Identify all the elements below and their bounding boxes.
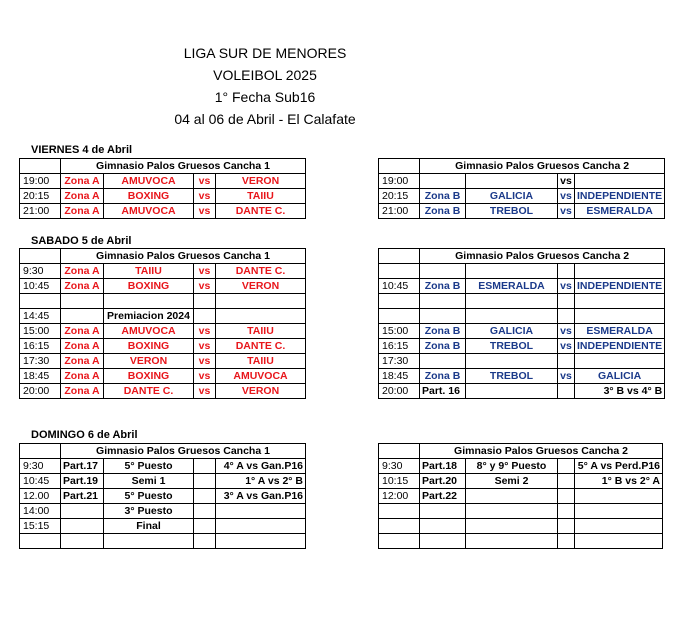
vs-label: vs (194, 189, 216, 204)
match-zone (61, 519, 104, 534)
match-zone: Zona B (420, 324, 466, 339)
match-zone (61, 504, 104, 519)
table-row (379, 519, 663, 534)
court-title: Gimnasio Palos Gruesos Cancha 2 (420, 249, 665, 264)
match-time: 21:00 (379, 204, 420, 219)
match-time: 20:00 (20, 384, 61, 399)
vs-label (558, 474, 575, 489)
match-zone: Zona A (61, 279, 104, 294)
table-row (379, 354, 665, 369)
match-time (20, 534, 61, 549)
team-away (575, 174, 665, 189)
team-home: BOXING (104, 339, 194, 354)
vs-label: vs (558, 339, 575, 354)
match-time: 9:30 (379, 459, 420, 474)
schedule-table-left (19, 443, 306, 549)
team-away: 1° B vs 2° A (575, 474, 663, 489)
vs-label: vs (194, 354, 216, 369)
team-away (575, 504, 663, 519)
vs-label (194, 489, 216, 504)
vs-label (558, 309, 575, 324)
court-title: Gimnasio Palos Gruesos Cancha 1 (61, 159, 306, 174)
match-zone: Part. 16 (420, 384, 466, 399)
team-away: 3° A vs Gan.P16 (216, 489, 306, 504)
team-away (575, 489, 663, 504)
title-line-4: 04 al 06 de Abril - El Calafate (174, 111, 356, 127)
match-zone: Zona A (61, 189, 104, 204)
match-zone: Zona A (61, 324, 104, 339)
match-time: 18:45 (20, 369, 61, 384)
match-zone (61, 309, 104, 324)
vs-label: vs (558, 174, 575, 189)
table-row (379, 264, 665, 279)
title-line-3: 1° Fecha Sub16 (214, 89, 316, 105)
day-label: DOMINGO 6 de Abril (31, 429, 138, 441)
match-time: 20:15 (20, 189, 61, 204)
match-time: 19:00 (20, 174, 61, 189)
table-row (379, 489, 663, 504)
match-time (379, 294, 420, 309)
team-away: ESMERALDA (575, 204, 665, 219)
table-row (20, 294, 306, 309)
team-home: TREBOL (466, 204, 558, 219)
table-row (379, 309, 665, 324)
match-time: 20:15 (379, 189, 420, 204)
team-home: 5° Puesto (104, 459, 194, 474)
team-home: Premiacion 2024 (104, 309, 194, 324)
table-row (379, 534, 663, 549)
schedule-table-right (378, 443, 663, 549)
table-row (379, 369, 665, 384)
match-zone: Zona A (61, 264, 104, 279)
team-away: VERON (216, 279, 306, 294)
match-time (379, 519, 420, 534)
team-home: 3° Puesto (104, 504, 194, 519)
team-home: VERON (104, 354, 194, 369)
match-time: 16:15 (379, 339, 420, 354)
team-away (216, 294, 306, 309)
court-title: Gimnasio Palos Gruesos Cancha 1 (61, 249, 306, 264)
team-away: VERON (216, 384, 306, 399)
team-away: 5° A vs Perd.P16 (575, 459, 663, 474)
match-zone (420, 294, 466, 309)
match-zone: Zona A (61, 384, 104, 399)
title-line-1: LIGA SUR DE MENORES (183, 45, 347, 61)
table-row (20, 279, 306, 294)
schedule-table-left (19, 158, 306, 219)
match-zone (420, 309, 466, 324)
match-time: 16:15 (20, 339, 61, 354)
match-zone (61, 534, 104, 549)
team-away: GALICIA (575, 369, 665, 384)
team-home (466, 354, 558, 369)
match-time: 12.00 (20, 489, 61, 504)
team-home (466, 384, 558, 399)
table-row (379, 174, 665, 189)
team-home: ESMERALDA (466, 279, 558, 294)
match-zone: Zona B (420, 279, 466, 294)
team-away: ESMERALDA (575, 324, 665, 339)
match-zone: Zona B (420, 204, 466, 219)
court-title: Gimnasio Palos Gruesos Cancha 1 (61, 444, 306, 459)
team-away: TAIIU (216, 324, 306, 339)
table-row (20, 504, 306, 519)
vs-label: vs (194, 279, 216, 294)
team-home: BOXING (104, 369, 194, 384)
match-time: 21:00 (20, 204, 61, 219)
match-zone: Zona A (61, 339, 104, 354)
match-time (379, 309, 420, 324)
vs-label (558, 294, 575, 309)
team-home (466, 519, 558, 534)
team-home (466, 174, 558, 189)
table-row (20, 534, 306, 549)
team-away (575, 519, 663, 534)
team-away (575, 354, 665, 369)
team-away (575, 294, 665, 309)
match-time: 17:30 (379, 354, 420, 369)
match-zone: Part.21 (61, 489, 104, 504)
vs-label: vs (558, 324, 575, 339)
team-home (466, 534, 558, 549)
match-time: 15:00 (379, 324, 420, 339)
day-label: VIERNES 4 de Abril (31, 144, 133, 156)
match-zone (420, 519, 466, 534)
team-home: Semi 2 (466, 474, 558, 489)
team-home: AMUVOCA (104, 204, 194, 219)
match-zone (420, 354, 466, 369)
team-away: 3° B vs 4° B (575, 384, 665, 399)
vs-label (194, 504, 216, 519)
vs-label (194, 459, 216, 474)
team-home: 8° y 9° Puesto (466, 459, 558, 474)
table-row (20, 384, 306, 399)
match-zone: Zona A (61, 354, 104, 369)
match-zone: Part.17 (61, 459, 104, 474)
table-row (379, 504, 663, 519)
team-away: INDEPENDIENTE (575, 339, 665, 354)
team-away: INDEPENDIENTE (575, 189, 665, 204)
team-home: TREBOL (466, 369, 558, 384)
team-away (575, 309, 665, 324)
match-time: 17:30 (20, 354, 61, 369)
table-row (379, 279, 665, 294)
vs-label (194, 474, 216, 489)
vs-label (558, 489, 575, 504)
match-time (379, 534, 420, 549)
schedule-table-right (378, 158, 665, 219)
match-zone: Part.20 (420, 474, 466, 489)
table-row (20, 324, 306, 339)
team-home: TAIIU (104, 264, 194, 279)
match-zone: Part.22 (420, 489, 466, 504)
team-away: DANTE C. (216, 339, 306, 354)
match-time: 10:15 (379, 474, 420, 489)
team-home: AMUVOCA (104, 174, 194, 189)
match-time: 9:30 (20, 264, 61, 279)
vs-label: vs (558, 369, 575, 384)
match-zone (61, 294, 104, 309)
vs-label: vs (194, 204, 216, 219)
table-row (379, 339, 665, 354)
team-home (466, 309, 558, 324)
vs-label: vs (194, 264, 216, 279)
table-row (20, 369, 306, 384)
team-away: 4° A vs Gan.P16 (216, 459, 306, 474)
team-home: BOXING (104, 189, 194, 204)
vs-label (558, 534, 575, 549)
schedule-table-right (378, 248, 665, 399)
table-row (20, 264, 306, 279)
match-zone (420, 264, 466, 279)
team-home: Final (104, 519, 194, 534)
team-away: VERON (216, 174, 306, 189)
court-title: Gimnasio Palos Gruesos Cancha 2 (420, 444, 663, 459)
match-time: 15:00 (20, 324, 61, 339)
table-row (379, 189, 665, 204)
vs-label (558, 519, 575, 534)
match-time: 20:00 (379, 384, 420, 399)
schedule-table-left (19, 248, 306, 399)
vs-label: vs (194, 339, 216, 354)
team-away (575, 534, 663, 549)
team-home: Semi 1 (104, 474, 194, 489)
team-away (216, 534, 306, 549)
team-home (466, 489, 558, 504)
match-time: 10:45 (20, 474, 61, 489)
vs-label (194, 309, 216, 324)
team-home: AMUVOCA (104, 324, 194, 339)
match-time: 9:30 (20, 459, 61, 474)
vs-label: vs (558, 189, 575, 204)
match-time (379, 264, 420, 279)
table-row (20, 459, 306, 474)
table-row (20, 519, 306, 534)
team-away: INDEPENDIENTE (575, 279, 665, 294)
team-away: AMUVOCA (216, 369, 306, 384)
team-home (104, 294, 194, 309)
match-zone: Zona A (61, 174, 104, 189)
match-zone: Zona B (420, 339, 466, 354)
match-zone: Part.18 (420, 459, 466, 474)
team-home (466, 504, 558, 519)
team-away (575, 264, 665, 279)
table-row (20, 489, 306, 504)
team-away: TAIIU (216, 189, 306, 204)
match-time: 14:00 (20, 504, 61, 519)
vs-label (194, 534, 216, 549)
team-home: GALICIA (466, 324, 558, 339)
team-away (216, 519, 306, 534)
match-zone: Zona A (61, 369, 104, 384)
match-time (20, 294, 61, 309)
title-line-2: VOLEIBOL 2025 (213, 67, 317, 83)
team-home (466, 264, 558, 279)
table-row (379, 474, 663, 489)
table-row (379, 384, 665, 399)
match-time: 10:45 (379, 279, 420, 294)
table-row (379, 204, 665, 219)
match-time: 15:15 (20, 519, 61, 534)
team-home: 5° Puesto (104, 489, 194, 504)
vs-label (194, 294, 216, 309)
team-home (466, 294, 558, 309)
vs-label (558, 354, 575, 369)
table-row (20, 204, 306, 219)
vs-label: vs (558, 279, 575, 294)
vs-label (558, 264, 575, 279)
vs-label: vs (194, 369, 216, 384)
vs-label (558, 504, 575, 519)
team-away: DANTE C. (216, 264, 306, 279)
day-label: SABADO 5 de Abril (31, 235, 132, 247)
match-time (379, 504, 420, 519)
vs-label: vs (194, 384, 216, 399)
team-away: 1° A vs 2° B (216, 474, 306, 489)
table-row (20, 339, 306, 354)
table-row (379, 294, 665, 309)
vs-label: vs (558, 204, 575, 219)
team-home: TREBOL (466, 339, 558, 354)
team-away: DANTE C. (216, 204, 306, 219)
match-zone: Zona B (420, 189, 466, 204)
team-home (104, 534, 194, 549)
table-row (379, 324, 665, 339)
match-time: 14:45 (20, 309, 61, 324)
table-row (20, 189, 306, 204)
table-row (379, 459, 663, 474)
team-away (216, 309, 306, 324)
match-zone: Part.19 (61, 474, 104, 489)
table-row (20, 174, 306, 189)
court-title: Gimnasio Palos Gruesos Cancha 2 (420, 159, 665, 174)
vs-label: vs (194, 324, 216, 339)
team-home: DANTE C. (104, 384, 194, 399)
table-row (20, 309, 306, 324)
table-row (20, 474, 306, 489)
table-row (20, 354, 306, 369)
vs-label (194, 519, 216, 534)
team-away (216, 504, 306, 519)
match-zone (420, 504, 466, 519)
match-time: 10:45 (20, 279, 61, 294)
match-time: 12:00 (379, 489, 420, 504)
team-away: TAIIU (216, 354, 306, 369)
vs-label (558, 384, 575, 399)
match-zone (420, 174, 466, 189)
vs-label (558, 459, 575, 474)
team-home: GALICIA (466, 189, 558, 204)
match-time: 18:45 (379, 369, 420, 384)
match-time: 19:00 (379, 174, 420, 189)
match-zone: Zona A (61, 204, 104, 219)
team-home: BOXING (104, 279, 194, 294)
match-zone: Zona B (420, 369, 466, 384)
vs-label: vs (194, 174, 216, 189)
match-zone (420, 534, 466, 549)
